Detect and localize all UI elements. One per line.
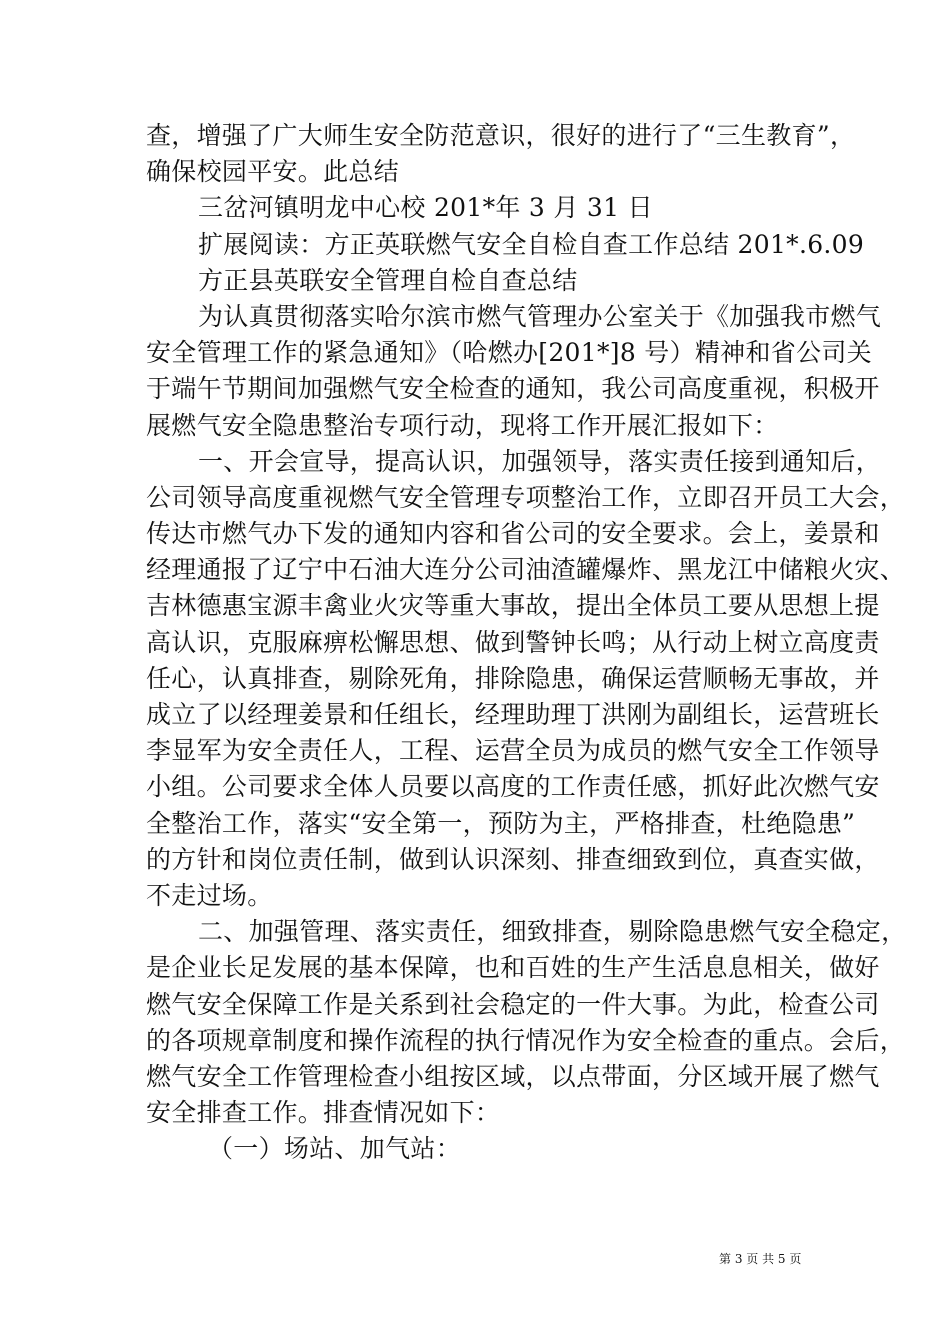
text-line: 小组。公司要求全体人员要以高度的工作责任感，抓好此次燃气安 xyxy=(146,772,880,802)
page-number: 第 3 页 共 5 页 xyxy=(719,1252,802,1266)
section-two-heading: 二、加强管理、落实责任，细致排查，剔除隐患燃气安全稳定， xyxy=(198,917,907,947)
text-line: 展燃气安全隐患整治专项行动，现将工作开展汇报如下： xyxy=(146,410,779,440)
text-line: 李显军为安全责任人，工程、运营全员为成员的燃气安全工作领导 xyxy=(146,736,880,766)
text-line: 高认识，克服麻痹松懈思想、做到警钟长鸣；从行动上树立高度责 xyxy=(146,627,880,657)
text-line: 安全排查工作。排查情况如下： xyxy=(146,1098,501,1128)
summary-title: 方正县英联安全管理自检自查总结 xyxy=(198,265,578,295)
text-line: 公司领导高度重视燃气安全管理专项整治工作，立即召开员工大会， xyxy=(146,482,906,512)
text-line: 确保校园平安。此总结 xyxy=(146,157,400,187)
paragraph-start: 为认真贯彻落实哈尔滨市燃气管理办公室关于《加强我市燃气 xyxy=(198,301,882,331)
text-line: 于端午节期间加强燃气安全检查的通知，我公司高度重视，积极开 xyxy=(146,374,880,404)
subsection-heading: （一）场站、加气站： xyxy=(208,1134,462,1164)
text-line: 全整治工作，落实“安全第一，预防为主，严格排查，杜绝隐患” xyxy=(146,808,856,838)
text-line: 是企业长足发展的基本保障，也和百姓的生产生活息息相关，做好 xyxy=(146,953,880,983)
text-line: 燃气安全工作管理检查小组按区域，以点带面，分区域开展了燃气 xyxy=(146,1061,880,1091)
text-line: 成立了以经理姜景和任组长，经理助理丁洪刚为副组长，运营班长 xyxy=(146,700,880,729)
text-line: 不走过场。 xyxy=(146,880,273,910)
text-line: 吉林德惠宝源丰禽业火灾等重大事故，提出全体员工要从思想上提 xyxy=(146,591,880,621)
text-line: 任心，认真排查，剔除死角，排除隐患，确保运营顺畅无事故，并 xyxy=(146,663,880,693)
text-line: 传达市燃气办下发的通知内容和省公司的安全要求。会上，姜景和 xyxy=(146,519,880,549)
section-one-heading: 一、开会宣导，提高认识，加强领导，落实责任接到通知后， xyxy=(198,446,882,476)
extended-reading-title: 扩展阅读：方正英联燃气安全自检自查工作总结 201*.6.09 xyxy=(198,229,865,259)
document-body xyxy=(146,118,907,1167)
text-line: 查，增强了广大师生安全防范意识，很好的进行了“三生教育”， xyxy=(146,121,856,150)
text-line: 经理通报了辽宁中石油大连分公司油渣罐爆炸、黑龙江中储粮火灾、 xyxy=(146,555,906,585)
text-line: 的方针和岗位责任制，做到认识深刻、排查细致到位，真查实做， xyxy=(146,844,880,874)
text-line: 燃气安全保障工作是关系到社会稳定的一件大事。为此，检查公司 xyxy=(146,989,880,1019)
text-line: 安全管理工作的紧急通知》（哈燃办[201*]8 号）精神和省公司关 xyxy=(146,338,872,368)
text-line: 的各项规章制度和操作流程的执行情况作为安全检查的重点。会后， xyxy=(146,1025,906,1055)
school-signature-date: 三岔河镇明龙中心校 201*年 3 月 31 日 xyxy=(198,193,653,223)
